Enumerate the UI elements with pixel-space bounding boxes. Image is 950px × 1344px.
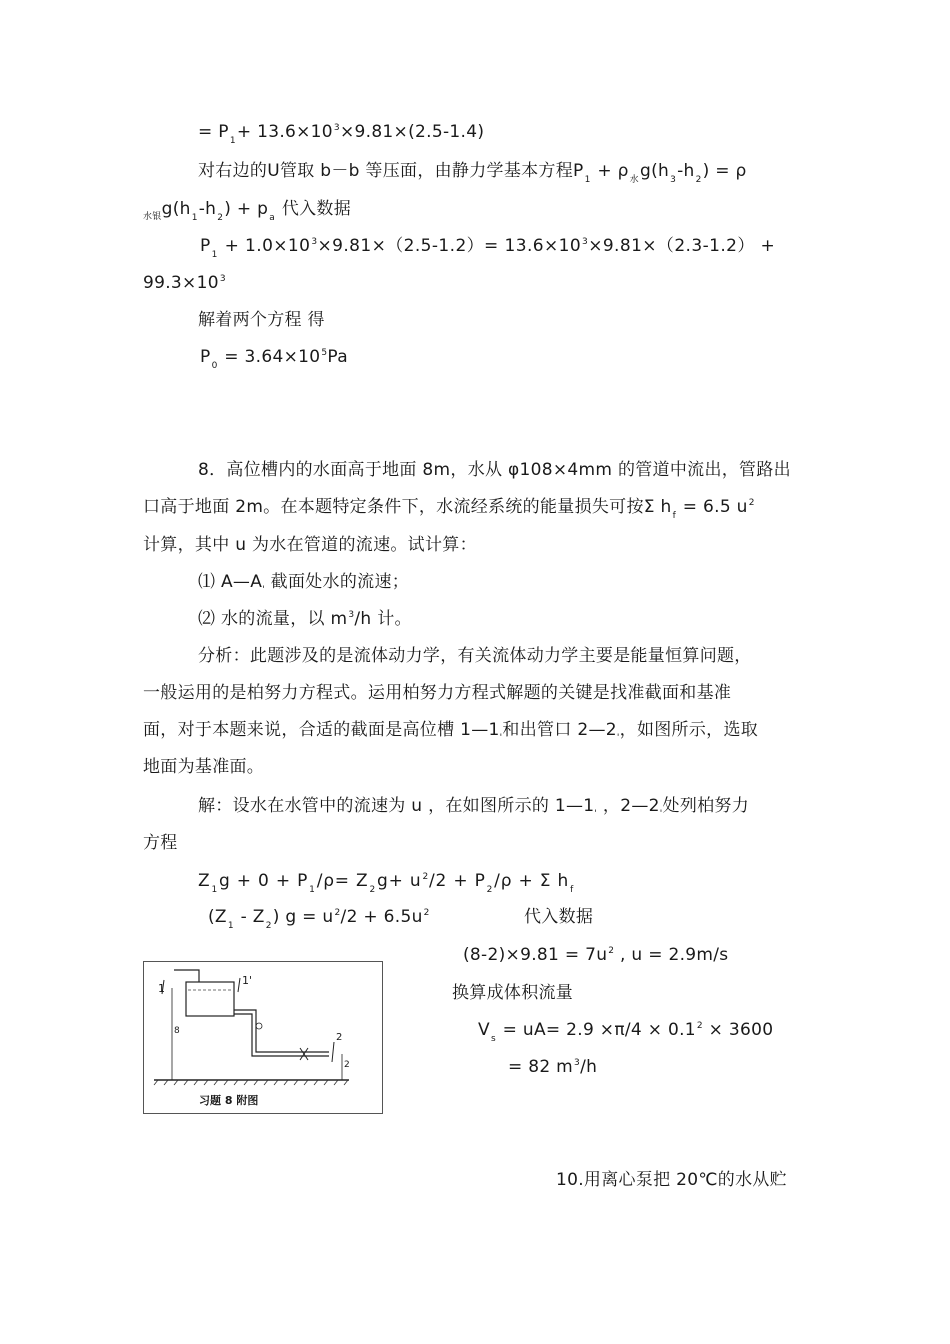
superscript: 3 [333,123,340,133]
superscript: 3 [311,237,318,247]
subscript: 1 [229,136,236,146]
subscript: s [490,1034,496,1044]
text: -h [198,199,217,219]
problem-8-line-2 [143,496,755,521]
analysis-line-2 [143,682,731,704]
subscript: 2 [217,213,224,223]
text: 分析：此题涉及的是流体动力学，有关流体动力学主要是能量恒算问题， [198,646,752,666]
subscript: ' [594,809,598,819]
substitute-label [524,906,593,928]
text: 代入数据 [276,199,352,219]
text: ×9.81×(2.5-1.4) [339,122,485,142]
text: 解：设水在水管中的流速为 u ，在如图所示的 1—1 [198,796,595,816]
text-line-3 [143,198,351,223]
figure-label-2: 2 [336,1032,343,1043]
figure-label-8m: 8 [174,1026,180,1036]
problem-8-line-3 [143,534,477,556]
text: ) g = u [272,907,334,927]
flow-result [508,1056,597,1081]
text: 面，对于本题来说，合适的截面是高位槽 1—1 [143,720,500,740]
subscript: ' [262,585,265,595]
superscript: 2 [608,946,615,956]
equation-line-4 [200,235,775,260]
text: 换算成体积流量 [452,983,574,1003]
text: 口高于地面 2m。在本题特定条件下，水流经系统的能量损失可按Σ h [143,497,672,517]
text: 10.用离心泵把 20℃的水从贮 [556,1170,787,1190]
question-1 [198,571,409,596]
analysis-line-4 [143,756,264,778]
superscript: 5 [321,348,328,358]
text: V [478,1020,490,1040]
question-2 [198,608,412,633]
text: Pa [327,347,348,367]
text: g+ u [377,871,422,891]
bernoulli-equation [198,870,575,895]
superscript: 3 [219,274,226,284]
text: 截面处水的流速； [264,572,410,592]
subscript: 3 [670,175,677,185]
text: 方程 [143,833,178,853]
subscript: f [672,511,677,521]
subscript: 2 [369,885,377,895]
superscript: 2 [422,872,429,882]
text: ⑴ A—A [198,572,263,592]
flow-equation [478,1019,773,1044]
text: g(h [639,161,670,181]
subscript: a [269,213,276,223]
text: 一般运用的是柏努力方程式。运用柏努力方程式解题的关键是找准截面和基准 [143,683,732,703]
text: ×9.81×（2.3-1.2） + [588,236,776,256]
superscript: 2 [696,1021,703,1031]
flow-conversion-label [452,982,573,1004]
text: P [200,347,211,367]
figure-label-1: 1 [158,982,165,995]
solution-line-2 [143,832,178,854]
text: /2 + P [428,871,486,891]
text: ×9.81×（2.5-1.2）= 13.6×10 [317,236,582,256]
text: 和出管口 2—2 [502,720,617,740]
figure-caption: 习题 8 附图 [199,1094,259,1107]
subscript: 0 [211,361,218,371]
subscript: ' [499,733,503,743]
subscript: f [570,885,575,895]
text: /ρ= Z [316,871,369,891]
subscript: 2 [695,175,702,185]
subscript: 1 [227,921,234,931]
subscript: 1 [191,213,198,223]
text-line-2 [198,160,747,185]
velocity-result [463,944,728,969]
text: 8．高位槽内的水面高于地面 8m，水从 φ108×4mm 的管道中流出，管路出 [198,460,791,480]
text: ) + p [224,199,269,219]
subscript: 1 [211,885,218,895]
text: /h 计。 [354,609,412,629]
solution-line-1 [198,795,749,820]
text: 对右边的U管取 b－b 等压面，由静力学基本方程P [198,161,584,181]
text: /ρ + Σ h [494,871,570,891]
subscript: 1 [584,175,591,185]
text: /h [580,1057,598,1077]
equation-line-1 [198,121,484,146]
text: ⑵ 水的流量，以 m [198,609,348,629]
text: g + 0 + P [218,871,309,891]
text: + 1.0×10 [218,236,311,256]
text: (Z [208,907,227,927]
subscript: ' [659,809,663,819]
text: = P [198,122,229,142]
text: + 13.6×10 [236,122,333,142]
text: , u = 2.9m/s [614,945,729,965]
subscript: 2 [265,921,272,931]
figure-label-2m: 2 [344,1060,350,1070]
problem-10-start [556,1169,787,1191]
text: = 3.64×10 [218,347,321,367]
problem-8-line-1 [198,459,791,481]
subscript: 1 [211,250,218,260]
tank-pipe-diagram [144,962,382,1113]
subscript: 水 [629,175,639,185]
analysis-line-3 [143,719,758,744]
equation-line-7 [200,346,348,371]
text: g(h [161,199,191,219]
text: -h [677,161,695,181]
text: = uA= 2.9 ×π/4 × 0.1 [496,1020,696,1040]
subscript: 水银 [143,212,162,222]
superscript: 2 [423,908,430,918]
superscript: 3 [574,1058,581,1068]
text: P [200,236,211,256]
text: 处列柏努力 [662,796,750,816]
text: 代入数据 [524,907,594,927]
text: 99.3×10 [143,273,219,293]
text: = 82 m [508,1057,574,1077]
text: (8-2)×9.81 = 7u [463,945,608,965]
superscript: 2 [748,498,755,508]
text: × 3600 [702,1020,774,1040]
text: Z [198,871,211,891]
text: + ρ [591,161,629,181]
text: = 6.5 u [677,497,748,517]
text: ) = ρ [702,161,747,181]
analysis-line-1 [198,645,752,667]
subscript: 2 [486,885,494,895]
text: ，2—2 [597,796,660,816]
simplified-equation [208,906,430,931]
text: 计算，其中 u 为水在管道的流速。试计算： [143,535,477,555]
text: /2 + 6.5u [340,907,423,927]
text: 地面为基准面。 [143,757,265,777]
superscript: 3 [582,237,589,247]
superscript: 2 [334,908,341,918]
subscript: ' [616,733,620,743]
equation-line-5 [143,272,226,297]
text: ，如图所示，选取 [619,720,759,740]
problem-8-figure [143,961,383,1114]
figure-label-1-prime: 1' [242,974,253,987]
text-line-6 [198,309,325,331]
text: 解着两个方程 得 [198,310,325,330]
superscript: 3 [348,610,355,620]
text: - Z [234,907,265,927]
subscript: 1 [309,885,316,895]
